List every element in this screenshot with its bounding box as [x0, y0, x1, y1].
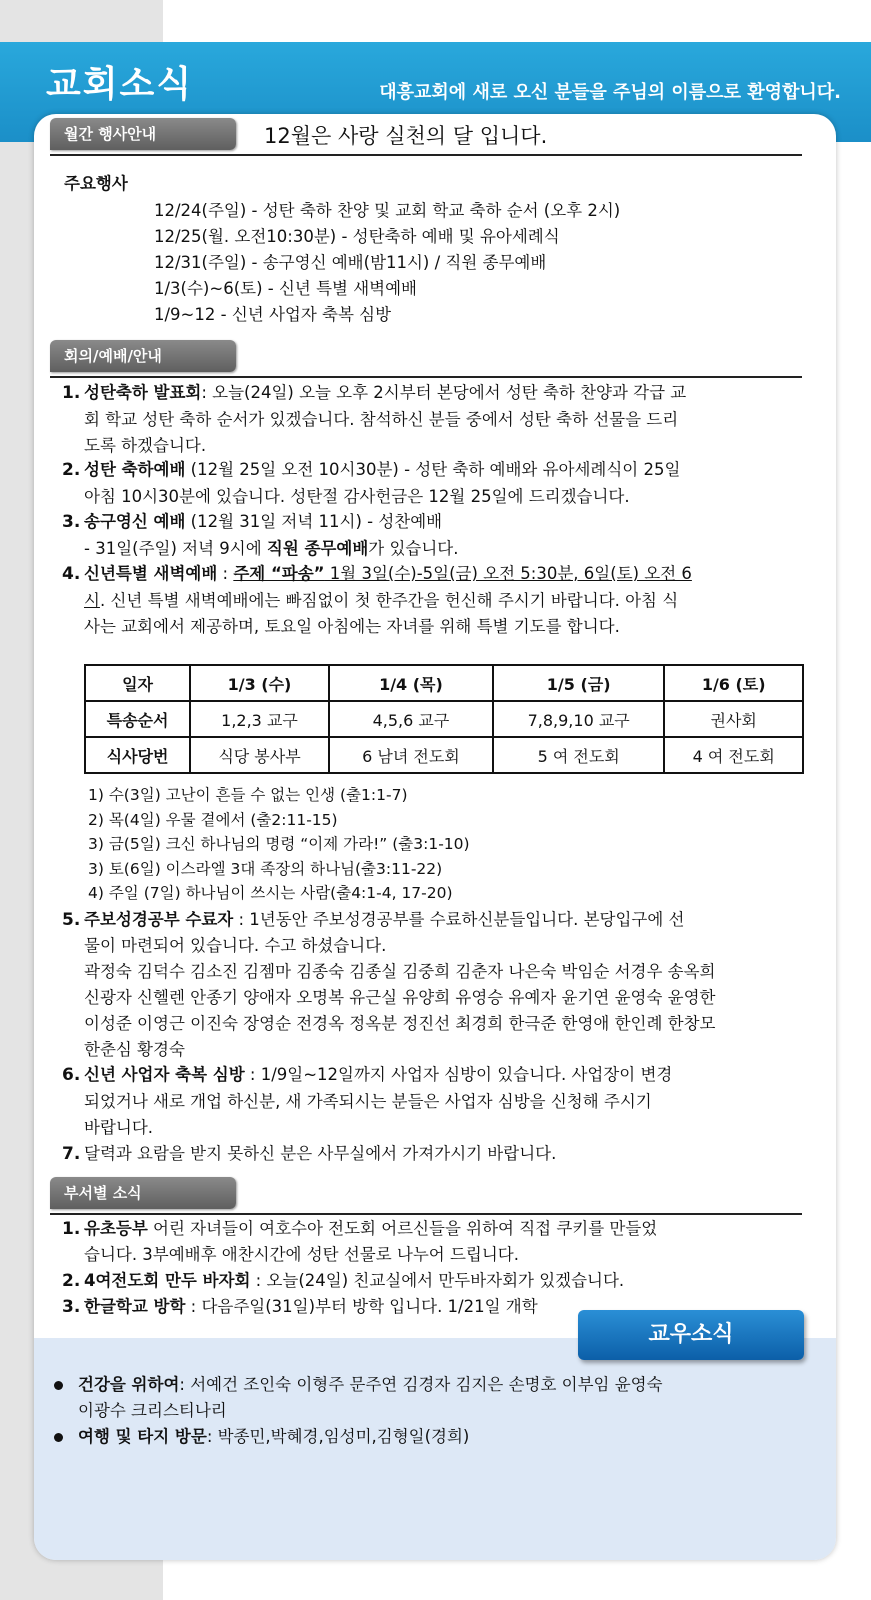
table-cell: 식당 봉사부 — [190, 737, 329, 773]
graduate-names: 신광자 신헬렌 안종기 양애자 오명복 유근실 유양희 유영승 유예자 윤기연 윤영숙 윤영한 — [84, 988, 716, 1007]
notice-text: (12월 31일 저녁 11시) - 성찬예배 — [185, 512, 443, 531]
tab-monthly-events: 월간 행사안내 — [50, 118, 236, 150]
table-cell: 4 여 전도회 — [664, 737, 803, 773]
notice-text: 물이 마련되어 있습니다. 수고 하셨습니다. — [84, 936, 387, 955]
table-row — [85, 665, 803, 701]
notice-text: 회 학교 성탄 축하 순서가 있겠습니다. 참석하신 분들 중에서 성탄 축하 선물을 드리 — [84, 409, 679, 429]
notice-title: 한글학교 방학 — [84, 1297, 186, 1316]
events-list — [154, 198, 620, 328]
verse-item: 4) 주일 (7일) 하나님이 쓰시는 사람(출4:1-4, 17-20) — [88, 884, 453, 902]
item-number: 2. — [62, 1271, 81, 1291]
member-news-tag: 교우소식 — [578, 1310, 804, 1360]
page-title: 교회소식 — [46, 64, 194, 105]
notice-text: : 다음주일(31일)부터 방학 입니다. 1/21일 개학 — [185, 1297, 538, 1316]
table-row-label: 식사당번 — [85, 737, 190, 773]
dawn-prayer-schedule-table — [84, 664, 804, 774]
bullet-icon — [54, 1381, 63, 1390]
item-number: 7. — [62, 1144, 81, 1164]
welcome-subtitle: 대흥교회에 새로 오신 분들을 주님의 이름으로 환영합니다. — [379, 82, 841, 103]
notice-text: 아침 10시30분에 있습니다. 성탄절 감사헌금은 12월 25일에 드리겠습니다. — [84, 486, 630, 506]
notice-text: 1월 3일(수)-5일(금) 오전 5:30분, 6일(토) 오전 6 — [324, 564, 692, 583]
notice-text: 습니다. 3부예배후 애찬시간에 성탄 선물로 나누어 드립니다. — [84, 1245, 519, 1264]
graduate-names: 이성준 이영근 이진숙 장영순 전경옥 정옥분 정진선 최경희 한극준 한영애 한인례 한창모 — [84, 1014, 716, 1033]
table-header-cell: 1/3 (수) — [190, 665, 329, 701]
item-number: 6. — [62, 1065, 81, 1085]
event-item: 1/9~12 - 신년 사업자 축복 심방 — [154, 305, 392, 324]
divider — [50, 1213, 802, 1215]
notice-text: 시 — [84, 590, 100, 610]
notice-title: 주보성경공부 수료자 — [84, 910, 234, 929]
notice-text: : 서예건 조인숙 이형주 문주연 김경자 김지은 손명호 이부임 윤영숙 — [179, 1375, 663, 1394]
notice-title: 유초등부 — [84, 1219, 148, 1238]
verse-item: 2) 목(4일) 우물 곁에서 (출2:11-15) — [88, 810, 338, 829]
notice-text: 달력과 요람을 받지 못하신 분은 사무실에서 가져가시기 바랍니다. — [84, 1144, 557, 1163]
table-row — [85, 737, 803, 773]
notice-christmas-service — [84, 457, 804, 510]
notice-title: 여행 및 타지 방문 — [78, 1427, 207, 1446]
event-item: 1/3(수)~6(토) - 신년 특별 새벽예배 — [154, 279, 417, 298]
notice-text: - 31일(주일) 저녁 9시에 — [84, 538, 267, 558]
notice-text: : 오늘(24일) 오늘 오후 2시부터 본당에서 성탄 축하 찬양과 각급 교 — [201, 383, 687, 402]
dept-dumpling-bazaar — [84, 1268, 804, 1294]
notice-text: : 박종민,박혜경,임성미,김형일(경희) — [206, 1427, 470, 1446]
table-header-cell: 1/5 (금) — [493, 665, 664, 701]
notice-text: : 1년동안 주보성경공부를 수료하신분들입니다. 본당입구에 선 — [233, 910, 685, 929]
notice-title: 신년 사업자 축복 심방 — [84, 1065, 245, 1084]
item-number: 3. — [62, 1297, 81, 1317]
verse-item: 3) 금(5일) 크신 하나님의 명령 “이제 가라!” (출3:1-10) — [88, 835, 470, 853]
verse-item: 3) 토(6일) 이스라엘 3대 족장의 하나님(출3:11-22) — [88, 859, 443, 878]
health-prayer-list — [78, 1372, 818, 1424]
table-cell: 6 남녀 전도회 — [329, 737, 493, 773]
tab-department-news: 부서별 소식 — [50, 1177, 236, 1209]
notice-text: 이광수 크리스티나리 — [78, 1401, 227, 1420]
notice-title: 건강을 위하여 — [78, 1375, 180, 1394]
notice-text: 되었거나 새로 개업 하신분, 새 가족되시는 분들은 사업자 심방을 신청해 주시기 — [84, 1091, 652, 1111]
notice-title: 4여전도회 만두 바자회 — [84, 1271, 251, 1290]
table-cell: 4,5,6 교구 — [329, 701, 493, 737]
table-header-cell: 1/4 (목) — [329, 665, 493, 701]
notice-christmas-recital — [84, 380, 804, 460]
dept-elementary — [84, 1216, 804, 1268]
notice-text: . 신년 특별 새벽예배에는 빠짐없이 첫 한주간을 헌신해 주시기 바랍니다. 아침 식 — [99, 590, 679, 610]
divider — [50, 154, 802, 156]
notice-text: 바랍니다. — [84, 1118, 154, 1137]
table-header-cell: 1/6 (토) — [664, 665, 803, 701]
notice-text: : 오늘(24일) 친교실에서 만두바자회가 있겠습니다. — [250, 1271, 625, 1290]
item-number: 3. — [62, 512, 81, 532]
notice-text: (12월 25일 오전 10시30분) - 성탄 축하 예배와 유아세례식이 25일 — [185, 460, 681, 479]
verse-list — [88, 783, 470, 906]
events-label: 주요행사 — [64, 174, 128, 193]
notice-title: 성탄 축하예배 — [84, 460, 186, 479]
graduate-names: 한춘심 황경숙 — [84, 1040, 185, 1059]
item-number: 5. — [62, 910, 81, 930]
notice-emphasis: 직원 종무예배 — [266, 538, 369, 558]
table-cell: 1,2,3 교구 — [190, 701, 329, 737]
bullet-icon — [54, 1433, 63, 1442]
notice-text: 가 있습니다. — [368, 538, 459, 558]
notice-bible-study-graduates — [84, 907, 814, 1063]
notice-calendar-pickup — [84, 1141, 804, 1168]
item-number: 1. — [62, 1219, 81, 1239]
notice-title: 송구영신 예배 — [84, 512, 186, 531]
event-item: 12/24(주일) - 성탄 축하 찬양 및 교회 학교 축하 순서 (오후 2시) — [154, 201, 621, 220]
travel-list — [78, 1424, 818, 1450]
monthly-headline: 12월은 사랑 실천의 달 입니다. — [264, 124, 548, 148]
notice-business-visitation — [84, 1062, 814, 1142]
notice-dawn-prayer — [84, 561, 804, 641]
notice-title: 성탄축하 발표회 — [84, 383, 202, 402]
table-cell: 7,8,9,10 교구 — [493, 701, 664, 737]
divider — [50, 376, 802, 378]
verse-item: 1) 수(3일) 고난이 흔들 수 없는 인생 (출1:1-7) — [88, 786, 408, 804]
table-row — [85, 701, 803, 737]
notice-text: : — [217, 564, 234, 583]
event-item: 12/25(월. 오전10:30분) - 성탄축하 예배 및 유아세례식 — [154, 227, 560, 246]
notice-title: 신년특별 새벽예배 — [84, 564, 218, 583]
item-number: 1. — [62, 383, 81, 403]
table-cell: 권사회 — [664, 701, 803, 737]
graduate-names: 곽정숙 김덕수 김소진 김젬마 김종숙 김종실 김중희 김춘자 나은숙 박임순 서경우 송옥희 — [84, 962, 716, 981]
table-row-label: 특송순서 — [85, 701, 190, 737]
notice-text: 도록 하겠습니다. — [84, 436, 207, 455]
table-header-cell: 일자 — [85, 665, 190, 701]
notice-text: 사는 교회에서 제공하며, 토요일 아침에는 자녀를 위해 특별 기도를 합니다. — [84, 617, 620, 636]
notice-theme: 주제 “파송” — [233, 564, 325, 583]
tab-meeting-worship: 회의/예배/안내 — [50, 340, 236, 372]
table-cell: 5 여 전도회 — [493, 737, 664, 773]
notice-new-year-eve — [84, 509, 804, 562]
notice-text: 어린 자녀들이 여호수아 전도회 어르신들을 위하여 직접 쿠키를 만들었 — [147, 1219, 658, 1238]
event-item: 12/31(주일) - 송구영신 예배(밤11시) / 직원 종무예배 — [154, 253, 547, 272]
item-number: 4. — [62, 564, 81, 584]
notice-text: : 1/9일~12일까지 사업자 심방이 있습니다. 사업장이 변경 — [244, 1065, 673, 1084]
item-number: 2. — [62, 460, 81, 480]
